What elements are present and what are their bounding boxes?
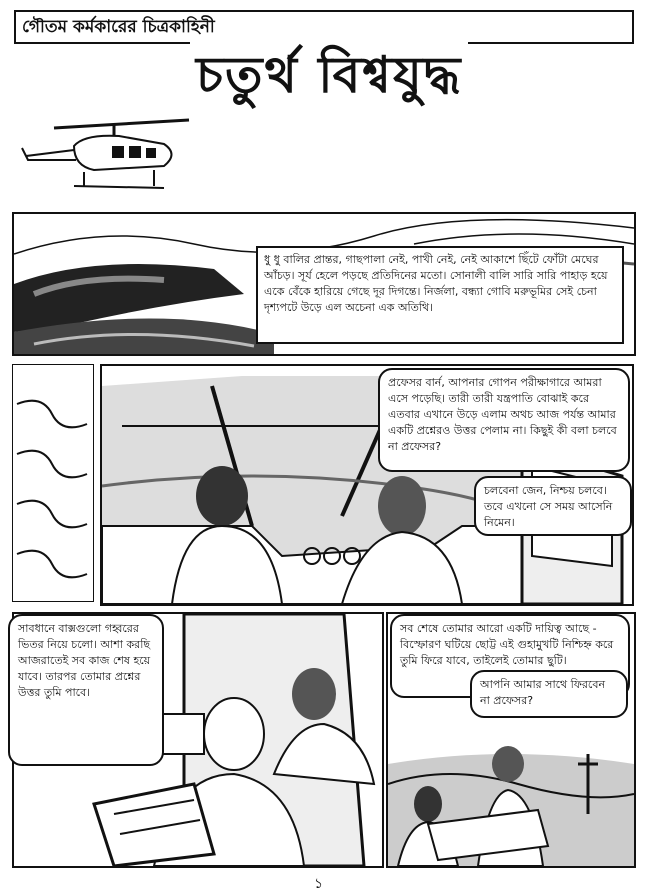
panel4-speech-balloon-2: আপনি আমার সাথে ফিরবেন না প্রফেসর? xyxy=(470,670,628,718)
panel3-speech-balloon: সাবধানে বাক্সগুলো গহ্বরের ভিতর নিয়ে চলো। আশা করছি আজরাতেই সব কাজ শেষ হয়ে যাবে। তারপর তোমার প্রশ্নের উত্তর তুমি পাবে। xyxy=(8,614,164,766)
series-label: গৌতম কর্মকারের চিত্রকাহিনী xyxy=(22,17,215,37)
page-title: চতুর্থ বিশ্বযুদ্ধ xyxy=(190,38,468,121)
panel1-caption: ধু ধু বালির প্রান্তর, গাছপালা নেই, পাখী নেই, নেই আকাশে ছিঁটে ফোঁটা মেঘের আঁচড়। সূর্য হেলে পড়ছে প্রতিদিনের মতো। সোনালী বালি সারি সারি পাহাড় হয়ে একে বেঁকে হারিয়ে গেছে দূর দিগন্তে। নির্জলা, বন্ধ্যা গোবি মরুভূমির সেই চেনা দৃশ্যপটে উড়ে এল অচেনা এক অতিথি। xyxy=(256,246,624,344)
page-number: ১ xyxy=(314,876,324,892)
helicopter-illustration xyxy=(14,116,199,202)
panel-left-strip xyxy=(12,364,94,602)
panel2-speech-balloon-1: প্রফেসর বার্ন, আপনার গোপন পরীক্ষাগারে আমরা এসে পড়েছি। তারী তারী যন্ত্রপাতি বোঝাই করে এতবার এখানে উড়ে এলাম অথচ আজ পর্যন্ত আমার একটি প্রশ্নেরও উত্তর পেলাম না। কিছুই কী বলা চলবে না প্রফেসর? xyxy=(378,368,630,472)
panel4-speech-balloon-1: সব শেষে তোমার আরো একটি দায়িত্ব আছে - বিস্ফোরণ ঘটিয়ে ছোট্ট এই গুহামুখটি নিশ্চিহ্ন করে তুমি ফিরে যাবে, তাইলেই তোমার ছুটি। xyxy=(390,614,630,698)
panel2-speech-balloon-2: চলবেনা জেন, নিশ্চয় চলবে। তবে এখনো সে সময় আসেনি নিমেন। xyxy=(474,476,632,536)
